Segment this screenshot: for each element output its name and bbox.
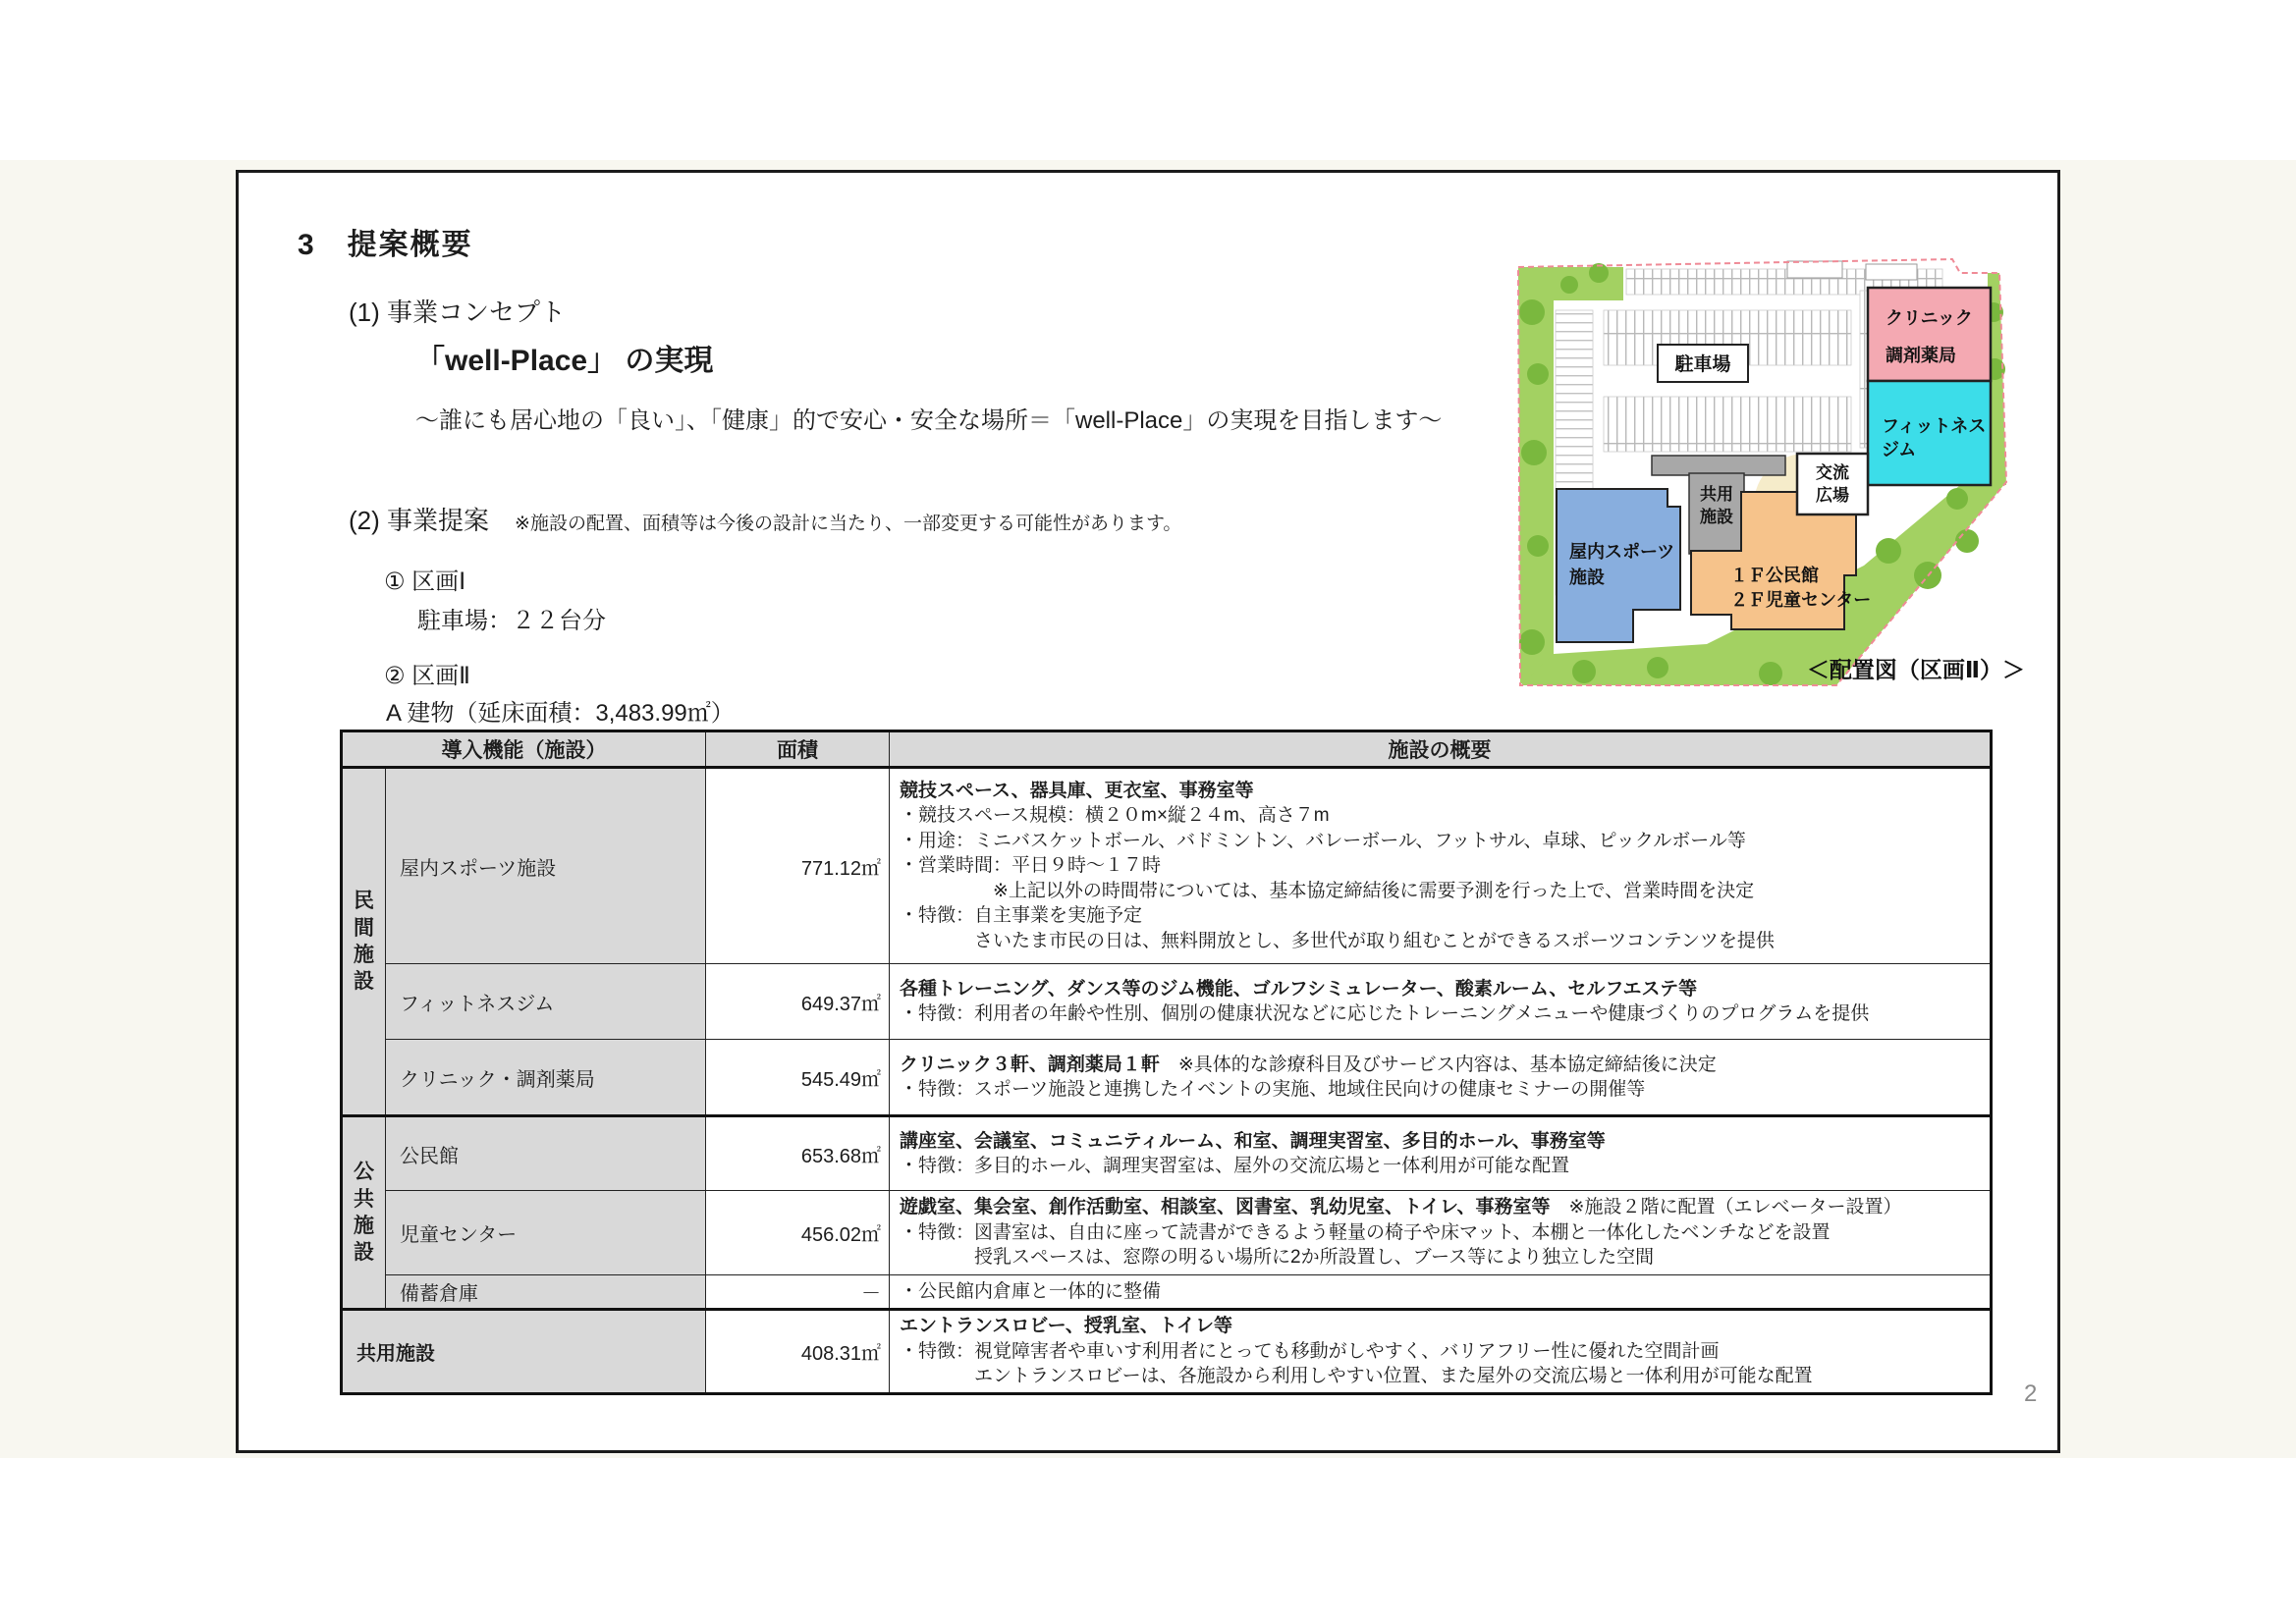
facility-name: フィットネスジム bbox=[386, 964, 706, 1040]
facility-table-body bbox=[342, 768, 1992, 1394]
civic-label-line1: １Ｆ公民館 bbox=[1730, 566, 1819, 585]
header-overview: 施設の概要 bbox=[890, 731, 1992, 768]
facility-name: 屋内スポーツ施設 bbox=[386, 768, 706, 964]
facility-name: 公民館 bbox=[386, 1116, 706, 1191]
clinic-label-line1: クリニック bbox=[1886, 308, 1973, 328]
facility-name: 児童センター bbox=[386, 1191, 706, 1275]
facility-area: 649.37㎡ bbox=[706, 964, 890, 1040]
table-header-row bbox=[342, 731, 1992, 768]
facility-description: 競技スペース、器具庫、更衣室、事務室等 ・競技スペース規模：横２０m×縦２４m、高さ７m ・用途：ミニバスケットボール、バドミントン、バレーボール、フットサル、卓球、ピックルボール等 ・営業時間：平日９時～１７時 ※上記以外の時間帯については、基本協定締結後に需要予測を行った上で、営業時間を決定 ・特徴：自主事業を実施予定 さいたま市民の日は、無料開放とし、多世代が取り組むことができるスポーツコンテンツを提供 bbox=[890, 768, 1992, 964]
facility-area: 771.12㎡ bbox=[706, 768, 890, 964]
map-small-label-box bbox=[1787, 261, 1842, 278]
page-number: 2 bbox=[2024, 1380, 2038, 1407]
sports-label-line1: 屋内スポーツ bbox=[1569, 542, 1675, 562]
fitness-label-line2: ジム bbox=[1882, 440, 1917, 460]
site-map bbox=[1510, 251, 2036, 695]
table-row bbox=[342, 964, 1992, 1040]
table-row bbox=[342, 1191, 1992, 1275]
facility-area: 456.02㎡ bbox=[706, 1191, 890, 1275]
concept-heading: (1) 事業コンセプト bbox=[349, 298, 567, 327]
plaza-label-line1: 交流 bbox=[1816, 463, 1849, 482]
proposal-heading: (2) 事業提案 bbox=[349, 506, 490, 535]
header-area: 面積 bbox=[706, 731, 890, 768]
facility-description: ・公民館内倉庫と一体的に整備 bbox=[890, 1275, 1992, 1310]
slide-canvas bbox=[236, 170, 2060, 1453]
facility-area: － bbox=[706, 1275, 890, 1310]
shared-label-line1: 共用 bbox=[1700, 485, 1733, 504]
facility-description: 各種トレーニング、ダンス等のジム機能、ゴルフシミュレーター、酸素ルーム、セルフエステ等 ・特徴：利用者の年齢や性別、個別の健康状況などに応じたトレーニングメニューや健康づくりのプログラムを提供 bbox=[890, 964, 1992, 1040]
section2-detail: A 建物（延床面積：3,483.99㎡） bbox=[386, 700, 735, 727]
facility-name: 共用施設 bbox=[342, 1310, 706, 1394]
facility-area: 653.68㎡ bbox=[706, 1116, 890, 1191]
page-title: 3 提案概要 bbox=[298, 229, 473, 261]
facility-table bbox=[340, 730, 1993, 1395]
proposal-heading-line bbox=[349, 501, 1181, 537]
civic-label-line2: ２Ｆ児童センター bbox=[1730, 590, 1872, 610]
section1-detail: 駐車場：２２台分 bbox=[417, 608, 606, 634]
table-row bbox=[342, 1116, 1992, 1191]
table-row bbox=[342, 768, 1992, 964]
facility-name: クリニック・調剤薬局 bbox=[386, 1040, 706, 1116]
group-label: 公共施設 bbox=[342, 1116, 386, 1310]
facility-area: 545.49㎡ bbox=[706, 1040, 890, 1116]
clinic-label-line2: 調剤薬局 bbox=[1886, 346, 1956, 365]
clinic-building bbox=[1868, 288, 1991, 381]
site-map-drawing bbox=[1510, 251, 2036, 695]
table-row bbox=[342, 1040, 1992, 1116]
map-caption: ＜配置図（区画Ⅱ）＞ bbox=[1806, 657, 2025, 682]
facility-description: クリニック３軒、調剤薬局１軒 ※具体的な診療科目及びサービス内容は、基本協定締結後に決定 ・特徴：スポーツ施設と連携したイベントの実施、地域住民向けの健康セミナーの開催等 bbox=[890, 1040, 1992, 1116]
fitness-label-line1: フィットネス bbox=[1882, 416, 1987, 436]
green-left-strip bbox=[1518, 267, 1554, 683]
shared-label-line2: 施設 bbox=[1700, 508, 1733, 526]
proposal-note: ※施設の配置、面積等は今後の設計に当たり、一部変更する可能性があります。 bbox=[515, 514, 1182, 534]
table-row bbox=[342, 1310, 1992, 1394]
section1-heading: ① 区画Ⅰ bbox=[384, 568, 466, 595]
section2-heading: ② 区画Ⅱ bbox=[384, 663, 470, 689]
facility-description: エントランスロビー、授乳室、トイレ等 ・特徴：視覚障害者や車いす利用者にとっても移動がしやすく、バリアフリー性に優れた空間計画 エントランスロビーは、各施設から利用しやすい位置、また屋外の交流広場と一体利用が可能な配置 bbox=[890, 1310, 1992, 1394]
concept-subtext: 〜誰にも居心地の「良い」、「健康」的で安心・安全な場所＝「well-Place」の実現を目指します〜 bbox=[415, 407, 1443, 434]
facility-description: 講座室、会議室、コミュニティルーム、和室、調理実習室、多目的ホール、事務室等 ・特徴：多目的ホール、調理実習室は、屋外の交流広場と一体利用が可能な配置 bbox=[890, 1116, 1992, 1191]
sports-label-line2: 施設 bbox=[1569, 568, 1605, 587]
group-label: 民間施設 bbox=[342, 768, 386, 1116]
header-function: 導入機能（施設） bbox=[342, 731, 706, 768]
parking-label: 駐車場 bbox=[1674, 354, 1731, 375]
table-row bbox=[342, 1275, 1992, 1310]
concept-statement: 「well-Place」 の実現 bbox=[415, 345, 714, 377]
facility-description: 遊戯室、集会室、創作活動室、相談室、図書室、乳幼児室、トイレ、事務室等 ※施設２階に配置（エレベーター設置） ・特徴：図書室は、自由に座って読書ができるよう軽量の椅子や床マット、本棚と一体化したベンチなどを設置 授乳スペースは、窓際の明るい場所に2か所設置し、ブース等により独立した空間 bbox=[890, 1191, 1992, 1275]
plaza-label-line2: 広場 bbox=[1816, 486, 1849, 505]
map-small-label-box bbox=[1866, 264, 1917, 280]
facility-name: 備蓄倉庫 bbox=[386, 1275, 706, 1310]
facility-area: 408.31㎡ bbox=[706, 1310, 890, 1394]
